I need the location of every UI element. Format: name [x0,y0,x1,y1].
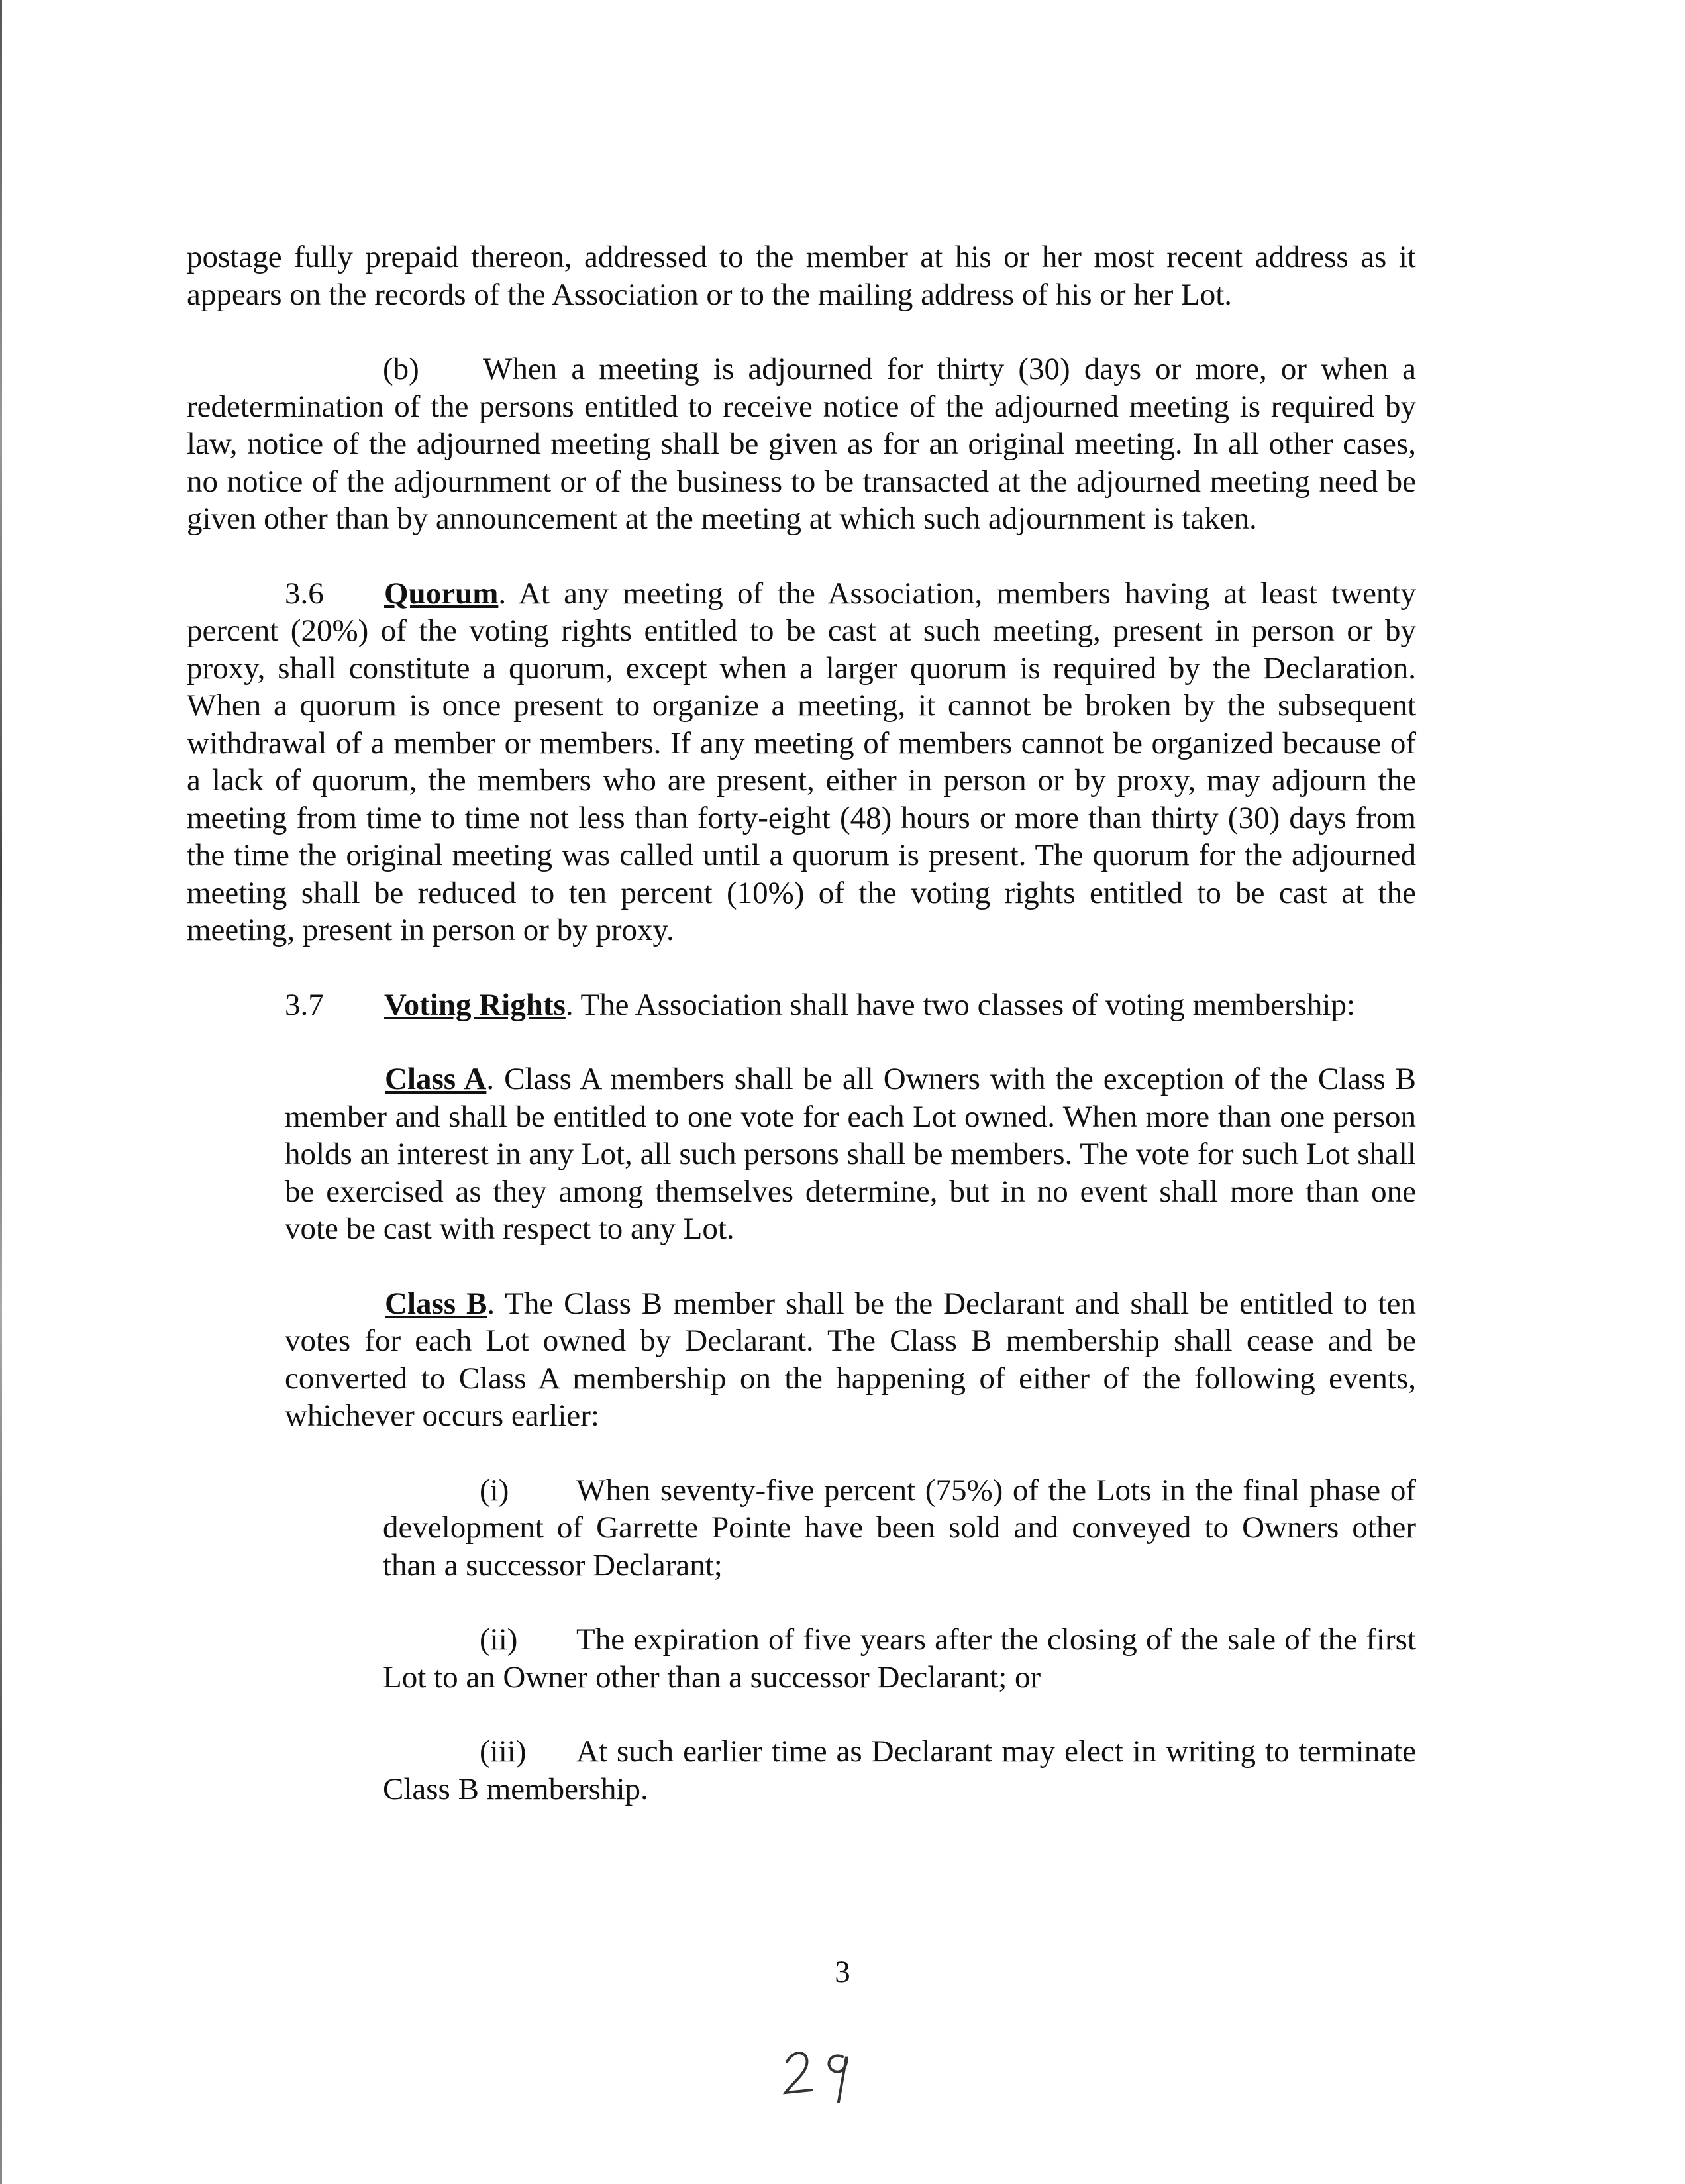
scan-edge-line [0,0,2,2184]
class-a-block [285,1061,1416,1248]
class-b-text: . The Class B member shall be the Declarant and shall be entitled to ten votes for each Lot owned by Declarant. The Class B membership shall cease and be converted to Class A membership on the happening of either of the following events, whichever occurs earlier: [285,1286,1417,1433]
event-i-text: When seventy-five percent (75%) of the Lots in the final phase of development of Garrette Pointe have been sold and conveyed to Owners other than a successor Declarant; [383,1473,1416,1583]
event-item-ii [383,1621,1416,1696]
section-3-6-text: . At any meeting of the Association, members having at least twenty percent (20%) of the voting rights entitled to be cast at such meeting, present in person or by proxy, shall constitute a quorum, except when a larger quorum is required by the Declaration. When a quorum is once present to organize a meeting, it cannot be broken by the subsequent withdrawal of a member or members. If any meeting of members cannot be organized because of a lack of quorum, the members who are present, either in person or by proxy, may adjourn the meeting from time to time not less than forty-eight (48) hours or more than thirty (30) days from the time the original meeting was called until a quorum is present. The quorum for the adjourned meeting shall be reduced to ten percent (10%) of the voting rights entitled to be cast at the meeting, present in person or by proxy. [187,576,1416,947]
section-3-7-number: 3.7 [285,987,324,1022]
section-3-7-text: . The Association shall have two classes of voting membership: [565,987,1356,1022]
section-3-6-heading: Quorum [384,576,499,611]
paragraph-b-indent [187,352,383,386]
intro-paragraph: postage fully prepaid thereon, addressed to the member at his or her most recent address as it appears on the records of the Association or to the mailing address of his or her Lot. [187,240,1416,312]
event-list [383,1472,1416,1808]
event-iii-text: At such earlier time as Declarant may elect in writing to terminate Class B membership. [383,1734,1416,1806]
class-a-heading: Class A [385,1062,487,1096]
class-a-text: . Class A members shall be all Owners with the exception of the Class B member and shall be entitled to one vote for each Lot owned. When more than one person holds an interest in any Lot, all such persons shall be members. The vote for such Lot shall be exercised as they among themselves determine, but in no event shall more than one vote be cast with respect to any Lot. [285,1062,1417,1246]
event-ii-label: (ii) [480,1622,518,1657]
event-iii-label: (iii) [480,1734,527,1769]
class-b-heading: Class B [385,1286,487,1321]
section-3-6 [187,575,1416,949]
class-b-paragraph [285,1285,1416,1435]
section-3-6-number: 3.6 [285,576,324,611]
paragraph-b-label: (b) [383,352,419,386]
class-b-block [285,1285,1416,1435]
handwritten-page-mark [782,2037,874,2103]
event-i-label: (i) [480,1473,509,1508]
class-a-paragraph [285,1061,1416,1248]
document-page [187,238,1416,1845]
paragraph-b-text: When a meeting is adjourned for thirty (30) days or more, or when a redetermination of the persons entitled to receive notice of the adjourned meeting is required by law, notice of the adjourned meeting shall be given as for an original meeting. In all other cases, no notice of the adjournment or of the business to be transacted at the adjourned meeting need be given other than by announcement at the meeting at which such adjournment is taken. [187,352,1416,536]
page-number: 3 [835,1955,850,1989]
section-3-7 [187,986,1416,1024]
section-3-7-heading: Voting Rights [384,987,566,1022]
event-item-i [383,1472,1416,1585]
paragraph-b [187,350,1416,538]
event-item-iii [383,1733,1416,1808]
event-ii-text: The expiration of five years after the closing of the sale of the first Lot to an Owner other than a successor Declarant; or [383,1622,1416,1694]
